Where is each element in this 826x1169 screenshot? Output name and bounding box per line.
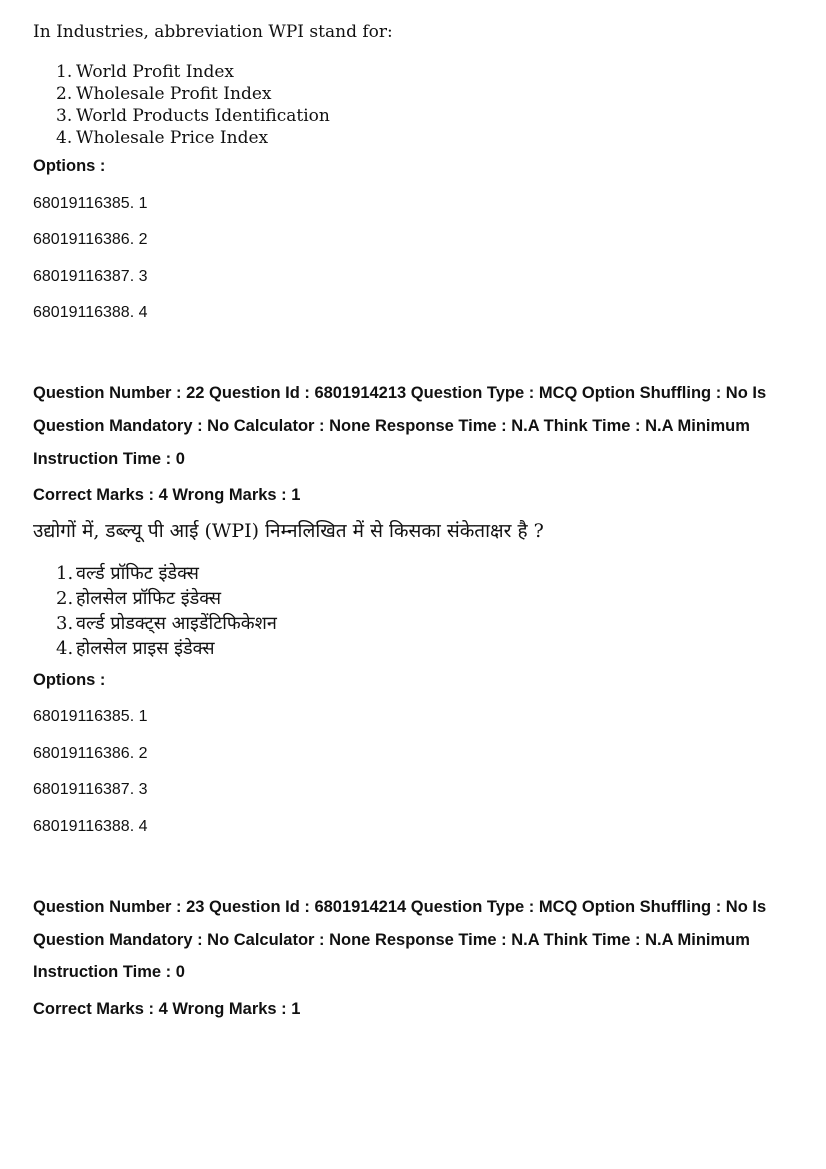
hindi-question-text: उद्योगों में, डब्ल्यू पी आई (WPI) निम्नलिखित में से किसका संकेताक्षर है ? — [33, 520, 544, 542]
list-item — [56, 84, 271, 104]
list-item-number: 3. — [56, 613, 74, 634]
question-text: In Industries, abbreviation WPI stand for: — [33, 22, 393, 42]
list-item-text: होलसेल प्राइस इंडेक्स — [76, 638, 215, 659]
list-item-number: 2. — [56, 84, 73, 104]
list-item — [56, 128, 268, 148]
option-item: 68019116385. 1 — [33, 195, 148, 212]
option-item: 68019116386. 2 — [33, 745, 148, 762]
list-item — [56, 636, 215, 660]
question-meta-line: Instruction Time : 0 — [33, 450, 185, 468]
list-item-number: 1. — [56, 62, 73, 82]
option-item: 68019116386. 2 — [33, 231, 148, 248]
question-meta-line: Instruction Time : 0 — [33, 963, 185, 981]
list-item-number: 4. — [56, 128, 73, 148]
list-item-number: 4. — [56, 638, 74, 659]
question-meta-line: Question Mandatory : No Calculator : None Response Time : N.A Think Time : N.A Minimum — [33, 417, 750, 435]
list-item-number: 2. — [56, 588, 74, 609]
list-item-text: World Profit Index — [76, 62, 234, 82]
question-meta-line: Question Mandatory : No Calculator : None Response Time : N.A Think Time : N.A Minimum — [33, 931, 750, 949]
list-item-text: Wholesale Price Index — [76, 128, 269, 148]
question-meta-line: Question Number : 22 Question Id : 6801914213 Question Type : MCQ Option Shuffling : No Is — [33, 384, 767, 402]
options-label: Options : — [33, 671, 106, 689]
question-meta-line: Question Number : 23 Question Id : 6801914214 Question Type : MCQ Option Shuffling : No Is — [33, 898, 767, 916]
option-item: 68019116388. 4 — [33, 818, 148, 835]
marks-line: Correct Marks : 4 Wrong Marks : 1 — [33, 1000, 301, 1018]
marks-line: Correct Marks : 4 Wrong Marks : 1 — [33, 486, 301, 504]
list-item — [56, 611, 277, 635]
option-item: 68019116387. 3 — [33, 781, 148, 798]
list-item-number: 1. — [56, 563, 74, 584]
options-label: Options : — [33, 157, 106, 175]
list-item-text: World Products Identification — [76, 106, 330, 126]
list-item — [56, 106, 330, 126]
option-item: 68019116385. 1 — [33, 708, 148, 725]
list-item-text: वर्ल्ड प्रोडक्ट्स आइडेंटिफिकेशन — [76, 613, 277, 634]
list-item-text: Wholesale Profit Index — [76, 84, 272, 104]
list-item — [56, 561, 199, 585]
option-item: 68019116388. 4 — [33, 304, 148, 321]
list-item — [56, 62, 234, 82]
list-item — [56, 586, 221, 610]
option-item: 68019116387. 3 — [33, 268, 148, 285]
list-item-text: होलसेल प्रॉफिट इंडेक्स — [76, 588, 222, 609]
list-item-text: वर्ल्ड प्रॉफिट इंडेक्स — [76, 563, 199, 584]
list-item-number: 3. — [56, 106, 73, 126]
